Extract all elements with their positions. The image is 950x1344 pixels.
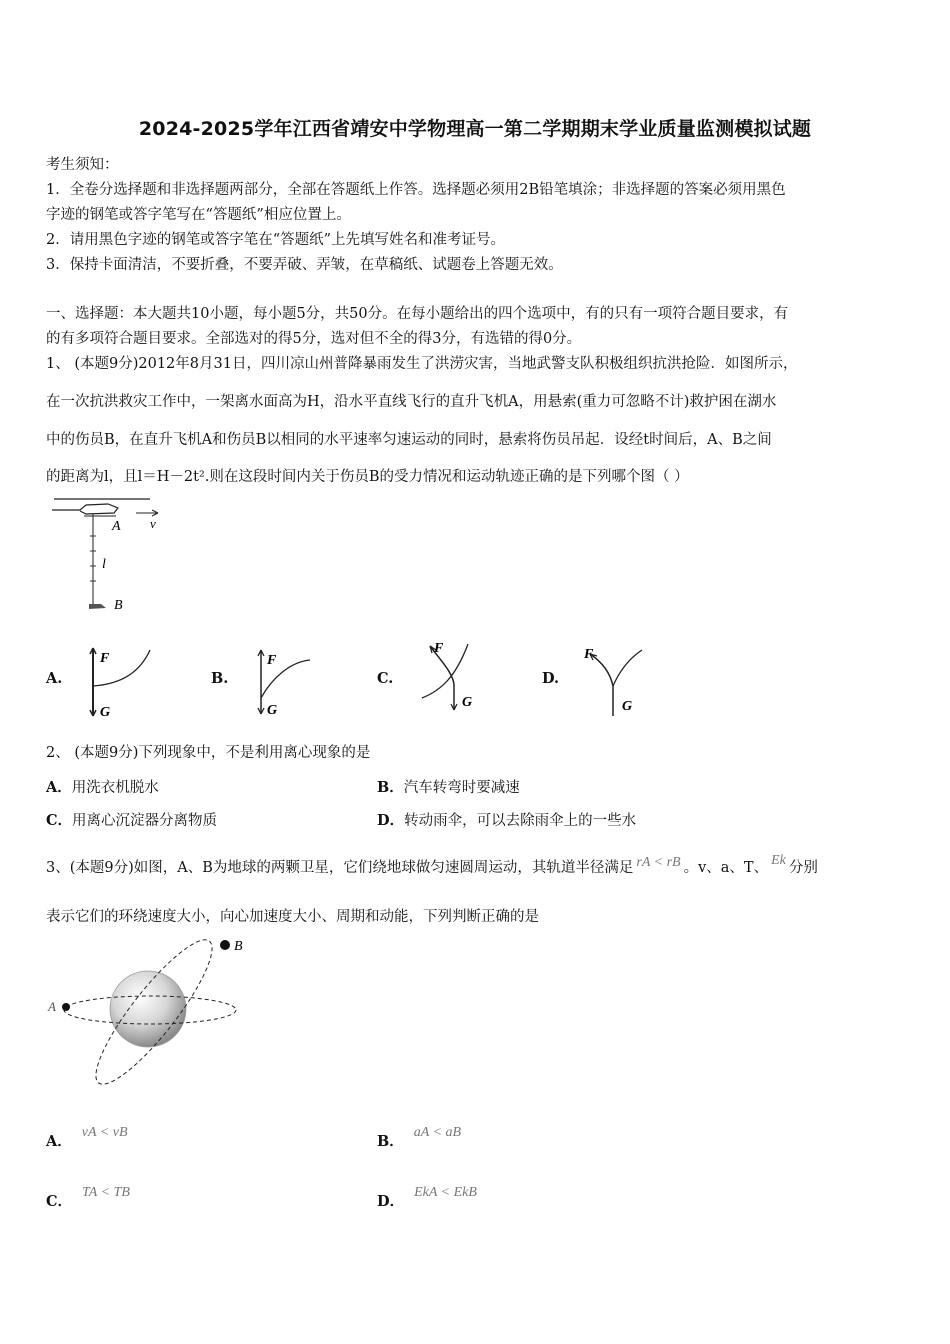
q1-option-D-figure[interactable]: [580, 640, 660, 722]
q3-option-B[interactable]: [377, 1125, 462, 1151]
q1-helicopter-figure: [46, 496, 176, 618]
q2-option-C-label: C．: [46, 812, 73, 829]
page-title: 2024-2025学年江西省靖安中学物理高一第二学期期末学业质量监测模拟试题: [138, 118, 812, 140]
q3-option-B-label: B．: [377, 1133, 404, 1150]
q2-option-A-label: A．: [46, 779, 72, 796]
q1-option-A-F: F: [100, 651, 110, 666]
section-intro-line-2: 的有多项符合题目要求。全部选对的得5分，选对但不全的得3分，有选错的得0分。: [46, 331, 582, 347]
q2-option-D[interactable]: [377, 809, 636, 830]
notice-item-1: 1．全卷分选择题和非选择题两部分，全部在答题纸上作答。选择题必须用2B铅笔填涂；非选择题的答案必须用黑色: [46, 182, 786, 198]
q1-option-C-label[interactable]: C.: [377, 670, 394, 687]
satellite-B: [220, 940, 230, 950]
q2-option-A[interactable]: [46, 776, 159, 797]
q3-option-D[interactable]: [377, 1185, 477, 1211]
notice-item-3: 3．保持卡面清洁，不要折叠，不要弄破、弄皱，在草稿纸、试题卷上答题无效。: [46, 257, 563, 273]
q1-option-A-G: G: [100, 705, 111, 720]
q2-option-B[interactable]: [377, 776, 520, 797]
q3-stem-line-1: [46, 853, 818, 877]
q1-fig-label-l: l: [102, 557, 106, 572]
q3-stem-part3: 分别: [788, 860, 818, 876]
q3-option-A-math: vA < vB: [81, 1125, 128, 1140]
q2-stem: 2、 (本题9分)下列现象中，不是利用离心现象的是: [46, 745, 371, 761]
q3-option-D-math: EkA < EkB: [414, 1185, 477, 1200]
q3-option-D-label: D．: [377, 1193, 405, 1210]
q1-stem-line-3: 中的伤员B，在直升飞机A和伤员B以相同的水平速率匀速运动的同时，悬索将伤员吊起．设经t时间后，A、B之间: [46, 432, 772, 448]
q2-option-A-text: 用洗衣机脱水: [71, 780, 159, 796]
q3-option-C[interactable]: [46, 1185, 130, 1211]
q1-option-D-F: F: [584, 647, 594, 662]
q1-stem-line-2: 在一次抗洪救灾工作中，一架离水面高为H，沿水平直线飞行的直升飞机A，用悬索(重力可忽略不计)救护困在湖水: [46, 394, 777, 410]
q1-option-B-F: F: [267, 653, 277, 668]
q1-stem-line-1: 1、 (本题9分)2012年8月31日，四川凉山州普降暴雨发生了洪涝灾害，当地武警支队积极组织抗洪抢险．如图所示，: [46, 356, 798, 372]
q3-stem-line-2: 表示它们的环绕速度大小，向心加速度大小、周期和动能，下列判断正确的是: [46, 909, 539, 925]
q2-option-B-label: B．: [377, 779, 404, 796]
notice-item-2: 2．请用黑色字迹的钢笔或答字笔在“答题纸”上先填写姓名和准考证号。: [46, 232, 506, 248]
q3-fig-label-A: A: [48, 999, 56, 1014]
q1-fig-label-A: A: [112, 519, 121, 534]
q1-option-B-figure[interactable]: [252, 642, 327, 722]
q1-option-D-label[interactable]: D.: [542, 670, 560, 687]
notice-heading: 考生须知：: [46, 157, 119, 173]
q1-option-C-figure[interactable]: [416, 640, 496, 720]
q2-option-B-text: 汽车转弯时要减速: [403, 780, 520, 796]
section-intro-line-1: 一、选择题：本大题共10小题，每小题5分，共50分。在每小题给出的四个选项中，有的只有一项符合题目要求，有: [46, 306, 789, 322]
satellite-A: [62, 1003, 70, 1011]
q1-fig-label-B: B: [114, 598, 123, 613]
q1-option-B-G: G: [267, 703, 278, 718]
q3-option-C-math: TA < TB: [82, 1185, 130, 1200]
q1-option-C-G: G: [462, 695, 473, 710]
q2-option-C[interactable]: [46, 809, 217, 830]
q1-option-A-figure[interactable]: [82, 642, 157, 722]
q3-stem-part1: 3、(本题9分)如图，A、B为地球的两颗卫星，它们绕地球做匀速圆周运动，其轨道半径满足: [46, 860, 634, 876]
earth-sphere: [110, 971, 186, 1047]
q1-option-C-F: F: [434, 641, 444, 656]
q3-fig-label-B: B: [234, 939, 243, 954]
q1-option-A-label[interactable]: A.: [46, 670, 63, 687]
q1-option-B-label[interactable]: B.: [211, 670, 229, 687]
q1-fig-label-v: v: [150, 516, 156, 531]
q1-stem-line-4: 的距离为l，且l＝H－2t².则在这段时间内关于伤员B的受力情况和运动轨迹正确的是下列哪个图（ ）: [46, 469, 689, 485]
q3-option-A[interactable]: [46, 1125, 128, 1151]
q3-stem-part2: 。v、a、T、: [683, 860, 769, 876]
q3-stem-kinetic-energy: Ek: [771, 853, 786, 868]
q2-option-D-text: 转动雨伞，可以去除雨伞上的一些水: [404, 813, 637, 829]
q3-option-B-math: aA < aB: [413, 1125, 462, 1140]
q3-option-A-label: A．: [46, 1133, 72, 1150]
q3-stem-radius-relation: rA < rB: [636, 855, 681, 870]
q2-option-D-label: D．: [377, 812, 405, 829]
notice-item-1-cont: 字迹的钢笔或答字笔写在“答题纸”相应位置上。: [46, 207, 351, 223]
q3-orbit-figure: [44, 934, 244, 1084]
q3-option-C-label: C．: [46, 1193, 73, 1210]
q1-option-D-G: G: [622, 699, 633, 714]
q2-option-C-text: 用离心沉淀器分离物质: [72, 813, 218, 829]
